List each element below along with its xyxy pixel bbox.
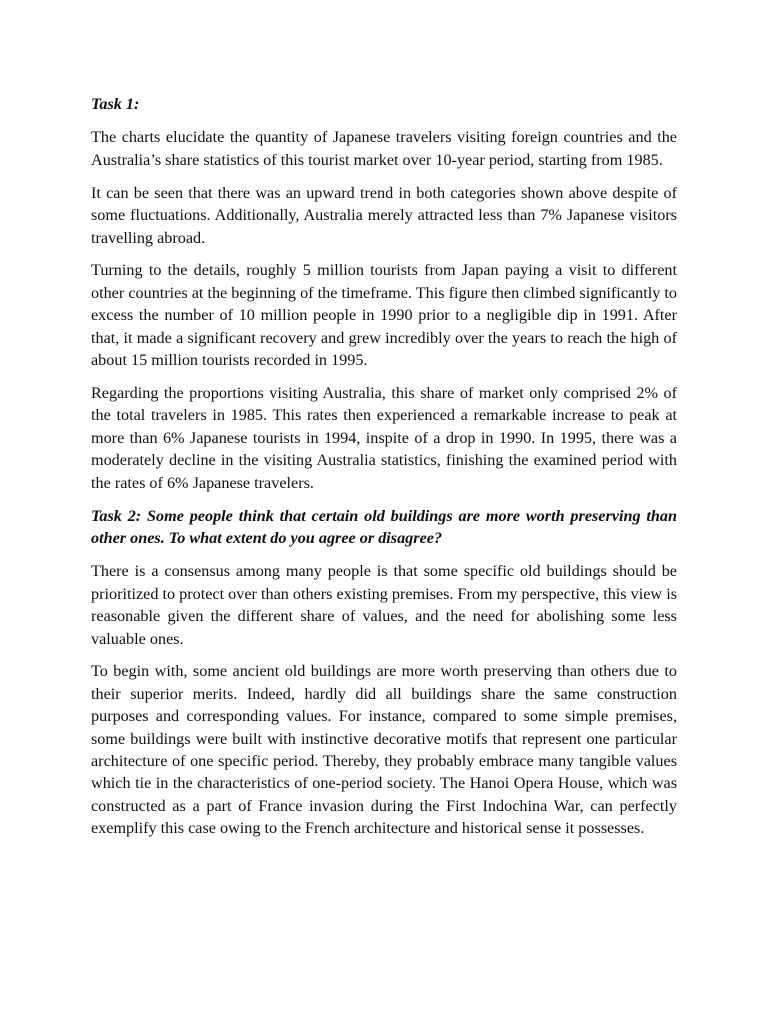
task1-paragraph-4: Regarding the proportions visiting Australia, this share of market only comprised 2% of the total travelers in 1985. This rates then experienced a remarkable increase to peak at more than 6% Japanese tourists in 1994, inspite of a drop in 1990. In 1995, there was a moderately decline in the visiting Australia statistics, finishing the examined period with the rates of 6% Japanese travelers. <box>91 383 677 492</box>
task2-paragraph-1: There is a consensus among many people is that some specific old buildings should be prioritized to protect over than others existing premises. From my perspective, this view is reasonable given the different share of values, and the need for abolishing some less valuable ones. <box>91 562 677 648</box>
task2-heading: Task 2: Some people think that certain old buildings are more worth preserving than other ones. To what extent do you agree or disagree? <box>91 506 677 547</box>
task2-paragraph-2: To begin with, some ancient old buildings are more worth preserving than others due to their superior merits. Indeed, hardly did all buildings share the same construction purposes and corresponding values. For instance, compared to some simple premises, some buildings were built with instinctive decorative motifs that represent one particular architecture of one specific period. Thereby, they probably embrace many tangible values which tie in the characteristics of one-period society. The Hanoi Opera House, which was constructed as a part of France invasion during the First Indochina War, can perfectly exemplify this case owing to the French architecture and historical sense it possesses. <box>91 662 677 838</box>
task1-heading: Task 1: <box>91 95 140 113</box>
document-page <box>91 93 677 840</box>
task1-paragraph-1: The charts elucidate the quantity of Japanese travelers visiting foreign countries and the Australia’s share statistics of this tourist market over 10-year period, starting from 1985. <box>91 128 677 169</box>
task1-paragraph-2: It can be seen that there was an upward trend in both categories shown above despite of some fluctuations. Additionally, Australia merely attracted less than 7% Japanese visitors travelling abroad. <box>91 183 677 247</box>
task1-paragraph-3: Turning to the details, roughly 5 million tourists from Japan paying a visit to different other countries at the beginning of the timeframe. This figure then climbed significantly to excess the number of 10 million people in 1990 prior to a negligible dip in 1991. After that, it made a significant recovery and grew incredibly over the years to reach the high of about 15 million tourists recorded in 1995. <box>91 261 677 370</box>
